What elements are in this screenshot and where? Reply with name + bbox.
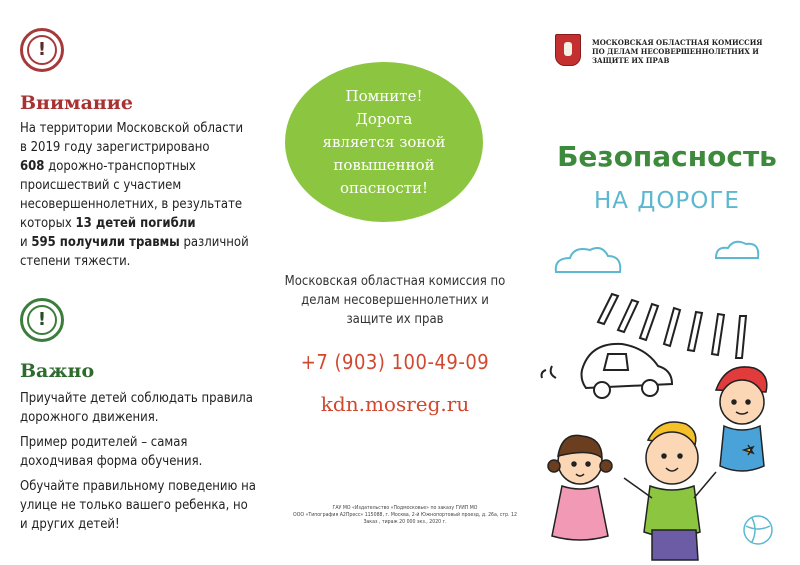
exclamation-icon: ! <box>20 298 64 342</box>
important-title: Важно <box>20 360 95 382</box>
attention-text: На территории Московской области в 2019 году зарегистрировано 608 дорожно-транспортных происшествий с участием несовершеннолетних, в результате которых 13 детей погибли и 595 получили травмы различной степени тяжести. <box>20 121 249 269</box>
car-icon <box>542 344 673 398</box>
coat-of-arms-icon <box>555 34 581 66</box>
child-icon <box>716 367 767 471</box>
road-safety-illustration <box>536 230 800 565</box>
child-icon <box>548 435 612 540</box>
ball-icon <box>744 516 772 544</box>
cloud-icon <box>556 248 620 272</box>
imprint: ГАУ МО «Издательство «Подмосковье» по заказу ГУИП МО ООО «Типография А2Пресс» 115088, г. Москва, 2-й Южнопортовый проезд, д. 26а, стр. 12 Заказ , тираж 20 000 экз., 2020 г. <box>293 505 517 525</box>
website-link[interactable]: kdn.mosreg.ru <box>320 392 470 416</box>
committee-name: Московская областная комиссия по делам несовершеннолетних и защите их прав <box>284 274 506 327</box>
child-icon <box>624 422 716 560</box>
remember-text: Помните! Дорога является зоной повышенной опасности! <box>322 86 446 197</box>
phone-number[interactable]: +7 (903) 100-49-09 <box>300 350 490 374</box>
brochure-subtitle: НА ДОРОГЕ <box>594 188 740 214</box>
remember-circle <box>285 62 483 222</box>
left-panel <box>0 0 268 565</box>
brochure-title: Безопасность <box>557 140 777 173</box>
attention-title: Внимание <box>20 92 133 114</box>
cloud-icon <box>716 242 758 258</box>
exclamation-icon: ! <box>20 28 64 72</box>
important-text: Приучайте детей соблюдать правила дорожного движения. Пример родителей – самая доходчивая форма обучения. Обучайте правильному поведению на улице не только вашего ребенка, но и других детей! <box>20 391 256 532</box>
org-name: МОСКОВСКАЯ ОБЛАСТНАЯ КОМИССИЯ ПО ДЕЛАМ НЕСОВЕРШЕННОЛЕТНИХ И ЗАЩИТЕ ИХ ПРАВ <box>592 38 763 65</box>
